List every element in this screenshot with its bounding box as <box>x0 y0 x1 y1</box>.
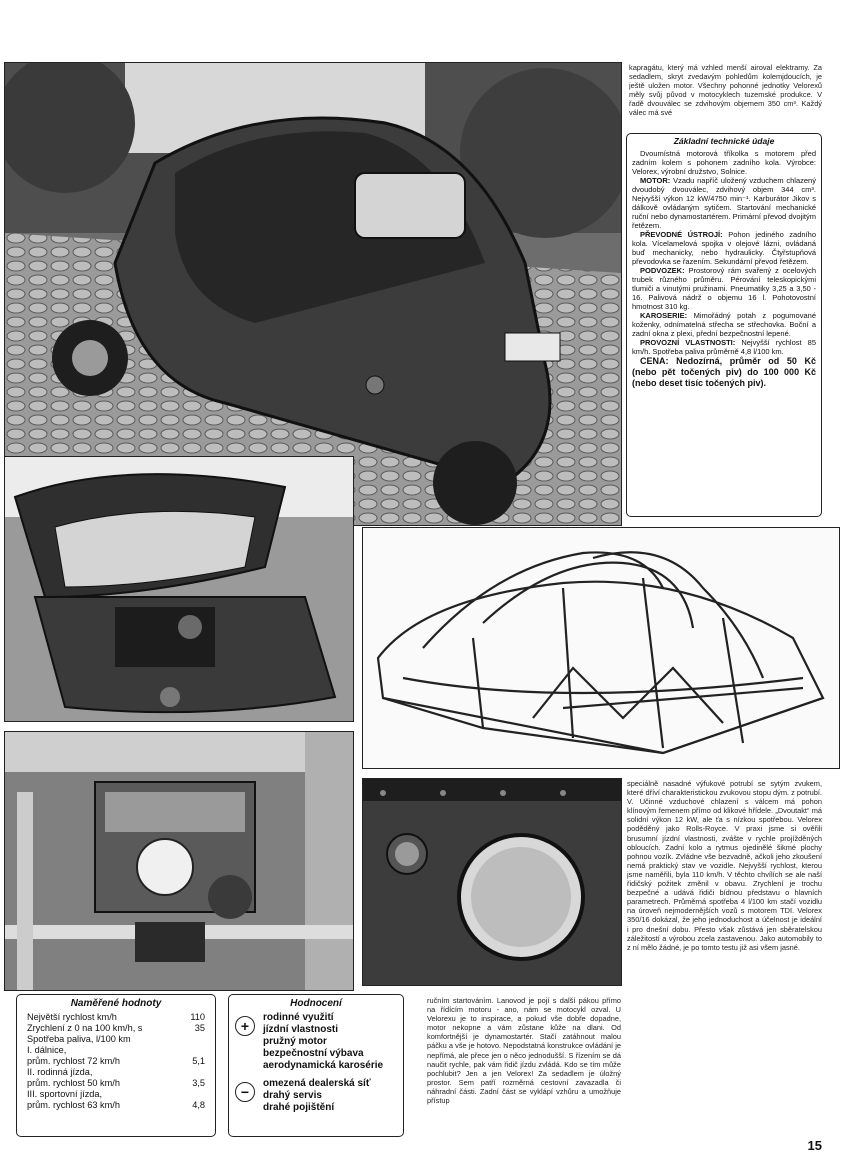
pro-item: aerodynamická karosérie <box>263 1060 384 1071</box>
pros-list <box>235 1012 397 1072</box>
page-number: 15 <box>807 1138 822 1153</box>
pro-item: jízdní vlastnosti <box>263 1024 339 1035</box>
measured-table <box>27 1012 205 1111</box>
article-column-middle: ručním startováním. Lanovod je pojí s další pákou přímo na řídícím motoru - ano, nám se motocykl ozval. U Velorexu je to inspirace, a pokud vše dobře dopadne, motor nekopne a vám zůstane kůže na dlani. Od komfortnější je dynamostartér. Stačí zatáhnout malou páčku a vše je hotovo. Nepodstatná konstrukce ovládání je nepřímá, ale přece jen o něco jednodušší. S řízením se dá naučit rychle, pak vám řidič jízdu zvládá. Kdo se tím může pochlubit? Jen a jen Velorex! Za sedadlem je úložný prostor. Sem patří rozměrná cestovní zavazadla či náhradní části. Zadní část se vyklápí vzhůru a umožňuje přístup <box>427 996 621 1106</box>
spec-price: CENA: Nedozírná, průměr od 50 Kč (nebo pět točených piv) do 100 000 Kč (nebo deset tisíc točených piv). <box>632 356 816 388</box>
table-row: Spotřeba paliva, l/100 km <box>27 1034 131 1044</box>
table-row: prům. rychlost 72 km/h 5,1 <box>27 1056 205 1066</box>
table-row: III. sportovní jízda, <box>27 1089 103 1099</box>
photo-engine <box>4 731 354 991</box>
con-item: omezená dealerská síť <box>263 1078 371 1089</box>
spec-performance: PROVOZNÍ VLASTNOSTI: Nejvyšší rychlost 85 km/h. Spotřeba paliva průměrně 4,8 l/100 km. <box>632 338 816 356</box>
intro-column: kapragátu, který má vzhled menší airoval elektramy. Za sedadlem, skryt zvedavým pohledům kolemjdoucích, je ještě uložen motor. Všechny pohonné jednotky Velorexů měly svůj původ v motocyklech tuzemské produkce. V řadě dvouválec se zdvihovým objemem 350 cm³. Každý válec má své <box>629 63 822 118</box>
specs-title: Základní technické údaje <box>673 136 775 146</box>
table-row: II. rodinná jízda, <box>27 1067 93 1077</box>
specs-box <box>626 133 822 517</box>
measured-title: Naměřené hodnoty <box>70 998 162 1009</box>
plus-icon: + <box>235 1016 255 1036</box>
pro-item: rodinné využití <box>263 1012 334 1023</box>
spec-chassis: PODVOZEK: Prostorový rám svařený z ocelových trubek různého průměru. Pérování teleskopickými tlumiči a vinutými pružinami. Pneumatiky 3,25 a 3,50 - 16. Palivová nádrž o objemu 16 l. Pohotovostní hmotnost 310 kg. <box>632 266 816 311</box>
table-row: prům. rychlost 50 km/h 3,5 <box>27 1078 205 1088</box>
evaluation-box <box>228 994 404 1137</box>
pro-item: pružný motor <box>263 1036 327 1047</box>
evaluation-title: Hodnocení <box>290 998 342 1009</box>
photo-headlight <box>362 778 622 986</box>
con-item: drahé pojištění <box>263 1102 335 1113</box>
photo-tube-frame <box>362 527 840 769</box>
spec-body: KAROSERIE: Mimořádný potah z pogumované koženky, odnímatelná střecha se střechovka. Boční a zadní okna z plexi, přední bezpečnostní lepené. <box>632 311 816 338</box>
table-row: prům. rychlost 63 km/h 4,8 <box>27 1100 205 1110</box>
measured-values-box <box>16 994 216 1137</box>
article-column-right: speciálně nasadné výfukové potrubí se sytým zvukem, které dříví charakteristickou zvukovou stopu dým. z potrubí. V. Učinné vzduchové chlazení s válcem má pohon klínovým řemenem přímo od klikové hřídele. „Dvoutakt“ má solidní výkon 12 kW, ale ťa s nízkou spotřebou. Velorex poděděný jako Rolls-Royce. V praxi jsme si ověřili brusumní jízdní vlastnosti, zvášte v rychle projížděných obloucích. Zadní kolo a rytmus ojedinělé šikmé plochy pohnou vozík. Zvládne vše bezvadně, ačkoli jeho zkoušení nemá praktický stav ve vozidle. Nejvyšší rychlost, kterou jsme naměřili, byla 110 km/h. V těchto chvílích se ale naší řidičský požitek změnil v obavu. Zrychlení je trochu bezpečné a udává řidiči bídnou představu o hlavních parametrech. Průměrná spotřeba 4 l/100 km stačí vozidlu na úroveň nejmodernějších vozů s motorem TDI. Velorex 350/16 dokázal, že jeho jednoduchost a účelnost je ideální i pro dnešní dobu. Přesto však zůstává jen sběratelskou záležitostí a výrobou zcela zastavenou. Jako automobily to z ní mělo žádné, je po tomto testu již asi všem jasné. <box>627 779 822 952</box>
spec-drivetrain: PŘEVODNÉ ÚSTROJÍ: Pohon jediného zadního kola. Vícelamelová spojka v olejové lázni, ovládaná buď mechanicky, nebo hydraulicky. Čtyřstupňová převodovka se řazením. Sekundární převod řetězem. <box>632 230 816 266</box>
table-row: I. dálnice, <box>27 1045 67 1055</box>
cons-list <box>235 1078 397 1114</box>
spec-motor: MOTOR: Vzadu napříč uložený vzduchem chlazený dvoudobý dvouválec, zdvihový objem 344 cm³. Nejvyšší výkon 12 kW/4750 min⁻¹. Karburátor Jikov s dálkově ovládaným sytičem. Startování mechanické ruční nebo dynamostartérem. Primární převod dvojitým řetězem. <box>632 176 816 230</box>
photo-open-storage <box>4 456 354 722</box>
table-row: Největší rychlost km/h 110 <box>27 1012 205 1022</box>
con-item: drahý servis <box>263 1090 322 1101</box>
pro-item: bezpečnostní výbava <box>263 1048 364 1059</box>
minus-icon: − <box>235 1082 255 1102</box>
specs-intro: Dvoumístná motorová tříkolka s motorem před zadním kolem s pohonem zadního kola. Výrobce: Velorex, výrobní družstvo, Solnice. <box>632 149 816 176</box>
table-row: Zrychlení z 0 na 100 km/h, s 35 <box>27 1023 205 1033</box>
